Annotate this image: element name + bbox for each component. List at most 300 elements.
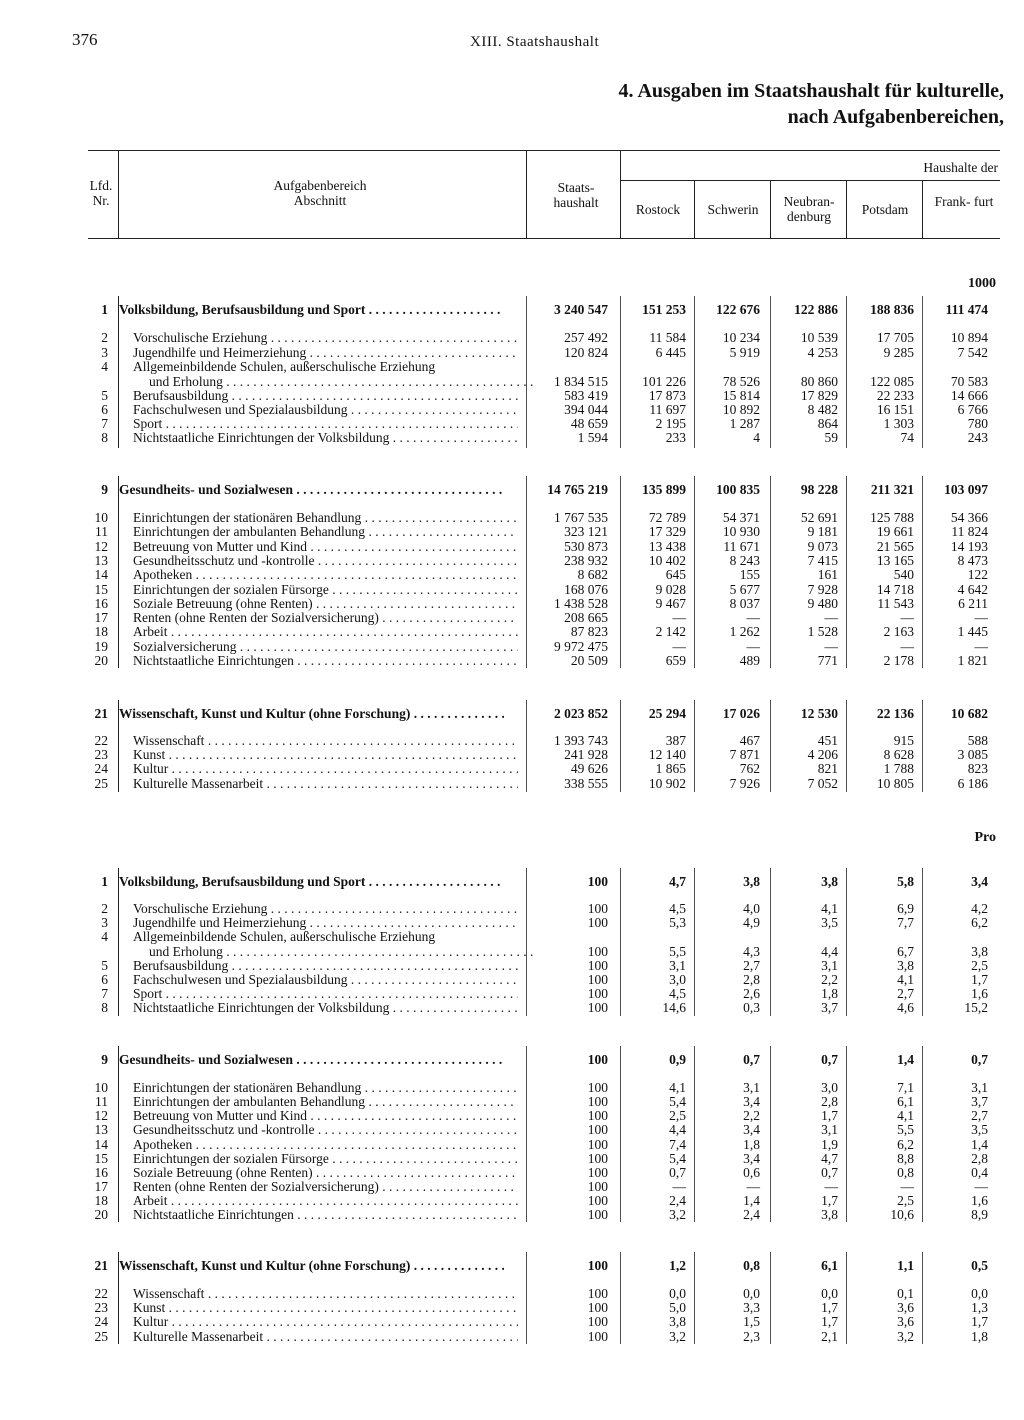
cell-staatshaushalt: 14 765 219 <box>547 482 608 497</box>
cell-district-5: 14 666 <box>950 388 988 403</box>
cell-district-2: 3,4 <box>743 1122 760 1137</box>
cell-district-5: 0,0 <box>971 1286 988 1301</box>
table-row <box>0 944 1024 959</box>
cell-district-4: 188 836 <box>870 302 914 317</box>
cell-district-5: 2,8 <box>971 1151 988 1166</box>
row-label: Jugendhilfe und Heimerziehung . . . <box>133 915 518 930</box>
table-group-row <box>0 1052 1024 1067</box>
cell-district-1: 4,1 <box>669 1080 686 1095</box>
cell-staatshaushalt: 100 <box>587 1122 608 1137</box>
table-row <box>0 1207 1024 1222</box>
cell-district-4: 8 628 <box>883 747 914 762</box>
cell-district-5: 1,7 <box>971 1314 988 1329</box>
row-label: Allgemeinbildende Schulen, außerschulische Erziehung <box>133 359 436 374</box>
row-number: 10 <box>94 1080 108 1095</box>
cell-district-5: 6 211 <box>958 596 988 611</box>
column-divider <box>694 1046 695 1222</box>
cell-district-3: 9 073 <box>807 539 838 554</box>
cell-district-3: 3,8 <box>821 1207 838 1222</box>
cell-district-2: 489 <box>739 653 760 668</box>
cell-district-4: 6,1 <box>897 1094 914 1109</box>
cell-district-2: 4,9 <box>743 915 760 930</box>
row-label: Einrichtungen der stationären Behandlung . . . <box>133 1080 518 1095</box>
cell-district-4: 1,4 <box>897 1052 914 1067</box>
table-row <box>0 776 1024 791</box>
cell-staatshaushalt: 9 972 475 <box>554 639 608 654</box>
cell-staatshaushalt: 100 <box>587 1108 608 1123</box>
row-number: 4 <box>101 929 108 944</box>
cell-district-1: 3,1 <box>669 958 686 973</box>
cell-district-1: 0,7 <box>669 1165 686 1180</box>
row-number: 18 <box>94 624 108 639</box>
row-number: 21 <box>94 1258 108 1273</box>
row-label: Betreuung von Mutter und Kind . . . <box>133 1108 518 1123</box>
cell-district-3: 3,1 <box>821 1122 838 1137</box>
cell-district-3: 1,9 <box>821 1137 838 1152</box>
cell-district-5: 1 821 <box>957 653 988 668</box>
row-label: Einrichtungen der ambulanten Behandlung . . . <box>133 1094 518 1109</box>
cell-district-4: 1,1 <box>897 1258 914 1273</box>
row-number: 22 <box>94 733 108 748</box>
row-label: Nichtstaatliche Einrichtungen der Volksbildung . . . <box>133 1000 518 1015</box>
cell-district-3: 1,7 <box>821 1108 838 1123</box>
cell-district-1: — <box>672 610 686 625</box>
header-sep-7 <box>922 180 923 238</box>
table-row <box>0 1329 1024 1344</box>
cell-staatshaushalt: 100 <box>587 1165 608 1180</box>
cell-district-2: 1,8 <box>743 1137 760 1152</box>
cell-district-2: 5 677 <box>729 582 760 597</box>
page-title <box>619 78 1004 130</box>
cell-district-5: 6 766 <box>957 402 988 417</box>
cell-district-1: 5,5 <box>669 944 686 959</box>
cell-district-2: 155 <box>739 567 760 582</box>
header-aufgabenbereich-label: Aufgabenbereich <box>273 178 367 193</box>
header-abschnitt-label: Abschnitt <box>293 193 347 208</box>
cell-district-1: 25 294 <box>648 706 686 721</box>
cell-district-1: 101 226 <box>642 374 686 389</box>
column-divider <box>694 1252 695 1344</box>
table-row <box>0 958 1024 973</box>
cell-district-1: 3,8 <box>669 1314 686 1329</box>
cell-staatshaushalt: 100 <box>587 1193 608 1208</box>
cell-district-3: 0,7 <box>821 1165 838 1180</box>
cell-district-3: 12 530 <box>800 706 838 721</box>
header-haushalte-der: Haushalte der <box>923 160 998 175</box>
column-divider <box>846 476 847 668</box>
cell-district-2: 10 234 <box>722 330 760 345</box>
row-label: Betreuung von Mutter und Kind . . . <box>133 539 518 554</box>
cell-district-3: 52 691 <box>800 510 838 525</box>
cell-district-3: 2,8 <box>821 1094 838 1109</box>
cell-district-1: 1,2 <box>669 1258 686 1273</box>
table-row <box>0 1080 1024 1095</box>
header-bottom-rule <box>88 238 1000 239</box>
header-staatshaushalt: Staats- haushalt <box>553 180 599 210</box>
cell-staatshaushalt: 87 823 <box>570 624 608 639</box>
cell-district-5: 4,2 <box>971 901 988 916</box>
cell-district-5: 10 682 <box>950 706 988 721</box>
row-label: Apotheken . . . <box>133 567 518 582</box>
cell-district-3: 771 <box>817 653 838 668</box>
cell-district-4: 10,6 <box>890 1207 914 1222</box>
column-divider <box>526 700 527 792</box>
header-district-rostock: Rostock <box>635 202 681 217</box>
cell-district-2: 3,4 <box>743 1151 760 1166</box>
cell-staatshaushalt: 100 <box>587 1179 608 1194</box>
cell-staatshaushalt: 100 <box>587 1137 608 1152</box>
cell-district-5: 1,3 <box>971 1300 988 1315</box>
column-divider <box>770 476 771 668</box>
cell-district-2: 122 676 <box>716 302 760 317</box>
row-label: Apotheken . . . <box>133 1137 518 1152</box>
cell-district-5: 3,1 <box>971 1080 988 1095</box>
row-number: 15 <box>94 582 108 597</box>
cell-district-5: 1,8 <box>971 1329 988 1344</box>
cell-district-1: 4,4 <box>669 1122 686 1137</box>
table-row <box>0 539 1024 554</box>
header-aufgabenbereich <box>200 178 440 208</box>
column-divider <box>620 1252 621 1344</box>
cell-district-2: 1 262 <box>729 624 760 639</box>
row-number: 1 <box>101 302 108 317</box>
cell-district-1: — <box>672 1179 686 1194</box>
row-label: Gesundheits- und Sozialwesen . . . <box>119 1052 504 1067</box>
cell-district-4: 3,6 <box>897 1314 914 1329</box>
cell-district-5: 11 824 <box>951 524 988 539</box>
cell-district-5: 3,5 <box>971 1122 988 1137</box>
cell-staatshaushalt: 100 <box>587 915 608 930</box>
cell-district-5: 588 <box>967 733 988 748</box>
cell-district-4: — <box>900 1179 914 1194</box>
cell-staatshaushalt: 8 682 <box>577 567 608 582</box>
unit-label-pro: Pro <box>974 830 996 845</box>
cell-district-2: 467 <box>739 733 760 748</box>
cell-district-2: 8 037 <box>729 596 760 611</box>
cell-district-4: 3,2 <box>897 1329 914 1344</box>
cell-district-2: 762 <box>739 761 760 776</box>
cell-district-4: 4,1 <box>897 972 914 987</box>
column-divider <box>620 700 621 792</box>
column-divider <box>770 296 771 448</box>
cell-district-5: 4 642 <box>957 582 988 597</box>
cell-district-3: 2,2 <box>821 972 838 987</box>
cell-district-3: 451 <box>817 733 838 748</box>
cell-district-1: 17 873 <box>648 388 686 403</box>
cell-district-5: 54 366 <box>950 510 988 525</box>
cell-district-3: 161 <box>817 567 838 582</box>
cell-district-3: 9 181 <box>807 524 838 539</box>
table-row <box>0 653 1024 668</box>
cell-district-3: 9 480 <box>807 596 838 611</box>
cell-district-1: 13 438 <box>648 539 686 554</box>
row-number: 24 <box>94 1314 108 1329</box>
row-label: Wissenschaft, Kunst und Kultur (ohne Forschung) . . . <box>119 1258 504 1273</box>
row-label: Allgemeinbildende Schulen, außerschulische Erziehung <box>133 929 436 944</box>
column-divider <box>922 1046 923 1222</box>
column-divider <box>694 296 695 448</box>
cell-district-2: 4,0 <box>743 901 760 916</box>
cell-district-1: 4,7 <box>669 874 686 889</box>
header-sep-3 <box>620 150 621 238</box>
cell-district-2: 100 835 <box>716 482 760 497</box>
cell-staatshaushalt: 100 <box>587 1258 608 1273</box>
column-divider <box>770 700 771 792</box>
cell-district-2: 5 919 <box>729 345 760 360</box>
cell-staatshaushalt: 208 665 <box>564 610 608 625</box>
row-number: 24 <box>94 761 108 776</box>
header-sep-6 <box>846 180 847 238</box>
cell-staatshaushalt: 49 626 <box>570 761 608 776</box>
cell-district-5: 122 <box>967 567 988 582</box>
cell-district-3: 1,7 <box>821 1193 838 1208</box>
cell-district-3: 3,5 <box>821 915 838 930</box>
row-number: 17 <box>94 610 108 625</box>
row-number: 20 <box>94 1207 108 1222</box>
row-number: 11 <box>95 524 108 539</box>
cell-district-2: 3,8 <box>743 874 760 889</box>
cell-staatshaushalt: 100 <box>587 1314 608 1329</box>
cell-district-2: 10 892 <box>722 402 760 417</box>
row-number: 13 <box>94 553 108 568</box>
cell-district-5: 3,7 <box>971 1094 988 1109</box>
cell-district-1: 2,4 <box>669 1193 686 1208</box>
cell-district-5: 103 097 <box>944 482 988 497</box>
cell-district-4: 3,6 <box>897 1300 914 1315</box>
row-number: 14 <box>94 567 108 582</box>
cell-district-2: 2,2 <box>743 1108 760 1123</box>
cell-staatshaushalt: 100 <box>587 1329 608 1344</box>
cell-district-5: 243 <box>967 430 988 445</box>
cell-district-2: 2,4 <box>743 1207 760 1222</box>
cell-staatshaushalt: 530 873 <box>564 539 608 554</box>
cell-district-4: 6,2 <box>897 1137 914 1152</box>
header-sep-5 <box>770 180 771 238</box>
row-label: Kultur . . . <box>133 1314 518 1329</box>
column-divider <box>922 700 923 792</box>
row-number: 6 <box>101 402 108 417</box>
header-district-neubrandenburg: Neubran- denburg <box>783 194 835 224</box>
cell-district-5: 2,5 <box>971 958 988 973</box>
column-divider <box>526 296 527 448</box>
cell-staatshaushalt: 48 659 <box>570 416 608 431</box>
row-number: 25 <box>94 776 108 791</box>
table-row <box>0 1151 1024 1166</box>
cell-district-3: 2,1 <box>821 1329 838 1344</box>
cell-district-1: 7,4 <box>669 1137 686 1152</box>
cell-district-1: — <box>672 639 686 654</box>
cell-district-5: — <box>974 610 988 625</box>
cell-district-4: 19 661 <box>876 524 914 539</box>
row-number: 12 <box>94 1108 108 1123</box>
column-divider <box>118 1046 119 1222</box>
cell-district-1: 5,0 <box>669 1300 686 1315</box>
column-divider <box>922 476 923 668</box>
column-divider <box>118 1252 119 1344</box>
cell-district-1: 0,0 <box>669 1286 686 1301</box>
cell-district-2: 3,1 <box>743 1080 760 1095</box>
column-divider <box>526 868 527 1016</box>
cell-district-3: 8 482 <box>807 402 838 417</box>
page-number: 376 <box>72 30 98 49</box>
cell-district-3: 7 052 <box>807 776 838 791</box>
table-row <box>0 610 1024 625</box>
cell-district-5: 2,7 <box>971 1108 988 1123</box>
cell-district-2: 1,5 <box>743 1314 760 1329</box>
cell-district-4: 4,1 <box>897 1108 914 1123</box>
cell-district-3: 3,7 <box>821 1000 838 1015</box>
table-row <box>0 524 1024 539</box>
cell-staatshaushalt: 238 932 <box>564 553 608 568</box>
row-number: 15 <box>94 1151 108 1166</box>
row-number: 3 <box>101 915 108 930</box>
table-row <box>0 388 1024 403</box>
cell-district-3: 3,1 <box>821 958 838 973</box>
row-label: Berufsausbildung . . . <box>133 388 518 403</box>
cell-district-1: 2 195 <box>655 416 686 431</box>
cell-district-3: 3,0 <box>821 1080 838 1095</box>
cell-district-2: 11 671 <box>723 539 760 554</box>
cell-district-3: 821 <box>817 761 838 776</box>
cell-district-2: 7 871 <box>729 747 760 762</box>
cell-district-5: 8,9 <box>971 1207 988 1222</box>
cell-staatshaushalt: 20 509 <box>570 653 608 668</box>
cell-staatshaushalt: 2 023 852 <box>554 706 608 721</box>
row-label: Renten (ohne Renten der Sozialversicherung) . . . <box>133 610 518 625</box>
table-row <box>0 359 1024 374</box>
cell-district-1: 4,5 <box>669 986 686 1001</box>
cell-district-5: 823 <box>967 761 988 776</box>
cell-district-5: 3 085 <box>957 747 988 762</box>
row-label: Kunst . . . <box>133 747 518 762</box>
cell-staatshaushalt: 168 076 <box>564 582 608 597</box>
header-district-schwerin: Schwerin <box>707 202 759 217</box>
cell-district-3: 4,7 <box>821 1151 838 1166</box>
cell-district-5: 6 186 <box>957 776 988 791</box>
column-divider <box>694 868 695 1016</box>
cell-district-1: 659 <box>665 653 686 668</box>
cell-district-5: 0,7 <box>971 1052 988 1067</box>
table-row <box>0 986 1024 1001</box>
table-row <box>0 330 1024 345</box>
cell-district-1: 9 028 <box>655 582 686 597</box>
column-divider <box>118 700 119 792</box>
cell-district-1: 4,5 <box>669 901 686 916</box>
cell-district-2: 17 026 <box>722 706 760 721</box>
table-row <box>0 553 1024 568</box>
table-row <box>0 1179 1024 1194</box>
cell-district-4: 2,7 <box>897 986 914 1001</box>
cell-district-5: 14 193 <box>950 539 988 554</box>
cell-district-3: 6,1 <box>821 1258 838 1273</box>
cell-district-5: 3,4 <box>971 874 988 889</box>
cell-district-4: — <box>900 610 914 625</box>
row-label: Arbeit . . . <box>133 624 518 639</box>
column-divider <box>118 296 119 448</box>
row-label: Berufsausbildung . . . <box>133 958 518 973</box>
table-row <box>0 1122 1024 1137</box>
table-row <box>0 1000 1024 1015</box>
cell-district-4: 74 <box>900 430 914 445</box>
row-label: Kulturelle Massenarbeit . . . <box>133 1329 518 1344</box>
cell-district-4: 5,5 <box>897 1122 914 1137</box>
row-label: Soziale Betreuung (ohne Renten) . . . <box>133 596 518 611</box>
cell-district-4: 125 788 <box>870 510 914 525</box>
column-divider <box>620 296 621 448</box>
table-row <box>0 416 1024 431</box>
cell-district-5: 8 473 <box>957 553 988 568</box>
row-label: und Erholung . . . <box>149 944 534 959</box>
cell-district-4: 7,7 <box>897 915 914 930</box>
column-divider <box>846 1046 847 1222</box>
row-label: Einrichtungen der ambulanten Behandlung . . . <box>133 524 518 539</box>
districts-rule <box>620 180 1000 181</box>
cell-district-1: 135 899 <box>642 482 686 497</box>
row-label: Wissenschaft . . . <box>133 1286 518 1301</box>
row-label: Volksbildung, Berufsausbildung und Sport . . . <box>119 874 504 889</box>
header-sep-4 <box>694 180 695 238</box>
table-row <box>0 510 1024 525</box>
row-number: 12 <box>94 539 108 554</box>
cell-district-4: 11 543 <box>877 596 914 611</box>
cell-district-4: 22 136 <box>876 706 914 721</box>
cell-district-1: 645 <box>665 567 686 582</box>
cell-district-1: 6 445 <box>655 345 686 360</box>
row-label: Einrichtungen der sozialen Fürsorge . . . <box>133 582 518 597</box>
cell-district-1: 387 <box>665 733 686 748</box>
row-number: 9 <box>101 1052 108 1067</box>
column-divider <box>526 476 527 668</box>
cell-district-3: 4 206 <box>807 747 838 762</box>
column-divider <box>922 1252 923 1344</box>
cell-district-1: 11 697 <box>649 402 686 417</box>
cell-district-2: 2,3 <box>743 1329 760 1344</box>
cell-district-5: 7 542 <box>957 345 988 360</box>
cell-district-3: 0,7 <box>821 1052 838 1067</box>
table-row <box>0 567 1024 582</box>
cell-staatshaushalt: 1 438 528 <box>554 596 608 611</box>
cell-district-5: 780 <box>967 416 988 431</box>
header-top-rule <box>88 150 1000 151</box>
cell-district-3: 122 886 <box>794 302 838 317</box>
row-label: Renten (ohne Renten der Sozialversicherung) . . . <box>133 1179 518 1194</box>
cell-district-2: 2,6 <box>743 986 760 1001</box>
cell-district-3: — <box>824 610 838 625</box>
cell-district-1: 233 <box>665 430 686 445</box>
cell-district-3: 0,0 <box>821 1286 838 1301</box>
cell-staatshaushalt: 100 <box>587 901 608 916</box>
row-number: 5 <box>101 388 108 403</box>
cell-staatshaushalt: 323 121 <box>564 524 608 539</box>
row-number: 1 <box>101 874 108 889</box>
row-number: 2 <box>101 901 108 916</box>
row-number: 9 <box>101 482 108 497</box>
cell-district-2: 2,8 <box>743 972 760 987</box>
cell-district-2: 0,3 <box>743 1000 760 1015</box>
cell-district-4: 7,1 <box>897 1080 914 1095</box>
table-row <box>0 1314 1024 1329</box>
row-number: 8 <box>101 430 108 445</box>
row-number: 7 <box>101 416 108 431</box>
cell-staatshaushalt: 100 <box>587 1080 608 1095</box>
table-row <box>0 733 1024 748</box>
cell-district-3: 1,7 <box>821 1314 838 1329</box>
cell-district-5: 6,2 <box>971 915 988 930</box>
cell-district-3: 7 928 <box>807 582 838 597</box>
cell-district-1: 14,6 <box>662 1000 686 1015</box>
cell-district-1: 11 584 <box>649 330 686 345</box>
cell-district-2: 2,7 <box>743 958 760 973</box>
